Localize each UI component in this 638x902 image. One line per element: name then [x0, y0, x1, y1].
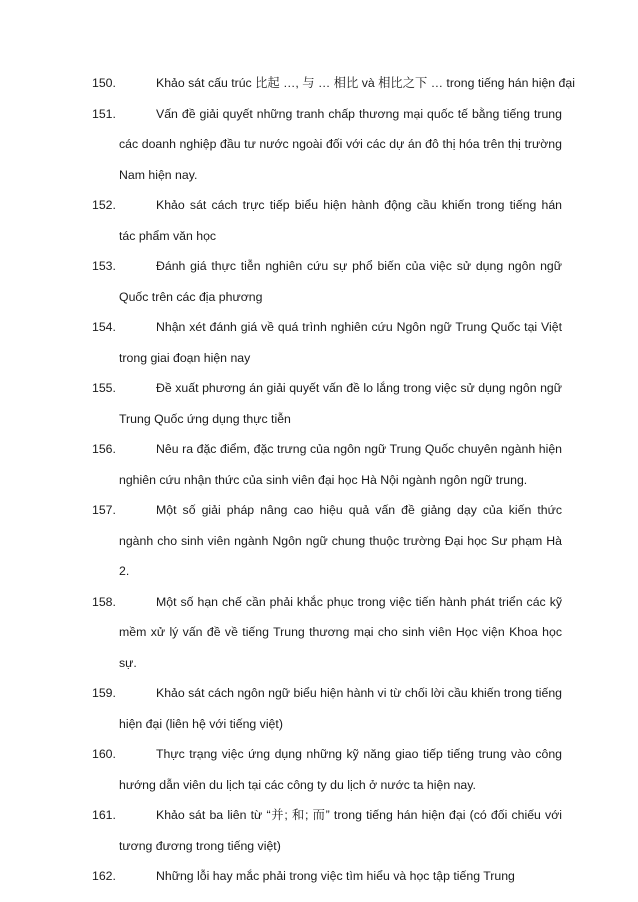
list-item [92, 373, 562, 434]
list-item [92, 434, 562, 495]
item-number: 151. [92, 106, 116, 121]
item-text-line: mềm xử lý vấn đề về tiếng Trung thương mại cho sinh viên Học viện Khoa học [119, 625, 562, 639]
item-text-line: Đề xuất phương án giải quyết vấn đề lo lắng trong việc sử dụng ngôn ngữ [156, 381, 562, 395]
item-number: 160. [92, 747, 116, 761]
item-number: 152. [92, 198, 116, 212]
item-text-line: hiện đại (liên hệ với tiếng việt) [119, 716, 283, 731]
item-text-line: Những lỗi hay mắc phải trong việc tìm hiểu và học tập tiếng Trung [156, 869, 515, 883]
item-text-line: Một số hạn chế cần phải khắc phục trong việc tiến hành phát triển các kỹ [156, 594, 562, 609]
item-text-line: Đánh giá thực tiễn nghiên cứu sự phổ biến của việc sử dụng ngôn ngữ [156, 259, 562, 273]
item-text-line: Khảo sát cấu trúc 比起 …, 与 … 相比 và 相比之下 … trong tiếng hán hiện đại [156, 76, 575, 90]
item-text-line: các doanh nghiệp đầu tư nước ngoài đối với các dự án đô thị hóa trên thị trường [119, 137, 562, 151]
item-number: 154. [92, 320, 116, 334]
item-text-line: Khảo sát cách trực tiếp biểu hiện hành động cầu khiến trong tiếng hán [156, 198, 562, 212]
item-number: 153. [92, 259, 116, 273]
item-text-line: hướng dẫn viên du lịch tại các công ty du lịch ở nước ta hiện nay. [119, 777, 476, 792]
item-number: 159. [92, 686, 116, 700]
list-item [92, 251, 562, 312]
item-text-line: Nhận xét đánh giá về quá trình nghiên cứu Ngôn ngữ Trung Quốc tại Việt [156, 320, 562, 334]
item-text-line: Thực trạng việc ứng dụng những kỹ năng giao tiếp tiếng trung vào công [156, 747, 562, 761]
item-number: 158. [92, 594, 116, 609]
list-item [92, 739, 562, 800]
list-item [92, 99, 562, 191]
item-text-line: ngành cho sinh viên ngành Ngôn ngữ chung thuộc trường Đại học Sư phạm Hà [119, 533, 562, 548]
item-text-line: Quốc trên các địa phương [119, 289, 263, 304]
list-item [92, 495, 562, 587]
item-text-line: Vấn đề giải quyết những tranh chấp thương mại quốc tế bằng tiếng trung [156, 106, 562, 121]
item-text-line: nghiên cứu nhận thức của sinh viên đại học Hà Nội ngành ngôn ngữ trung. [119, 472, 528, 487]
item-text-line: Trung Quốc ứng dụng thực tiễn [119, 411, 291, 426]
item-number: 155. [92, 381, 116, 395]
item-text-line: Nam hiện nay. [119, 167, 198, 182]
item-text-line: sự. [119, 655, 137, 670]
list-item [92, 800, 562, 861]
item-number: 161. [92, 808, 116, 822]
item-number: 162. [92, 869, 116, 883]
list-item [92, 190, 562, 251]
item-text-line: Nêu ra đặc điểm, đặc trưng của ngôn ngữ Trung Quốc chuyên ngành hiện [156, 442, 562, 456]
item-number: 156. [92, 442, 116, 456]
item-text-line: Một số giải pháp nâng cao hiệu quả vấn đề giảng dạy của kiến thức [156, 503, 562, 517]
item-number: 157. [92, 503, 116, 517]
item-text-line: tác phẩm văn học [119, 228, 217, 243]
list-item [92, 861, 562, 892]
list-item [92, 678, 562, 739]
item-number: 150. [92, 76, 116, 90]
item-text-line: 2. [119, 564, 130, 578]
list-item [92, 587, 562, 679]
item-text-line: Khảo sát ba liên từ “并; 和; 而” trong tiếng hán hiện đại (có đối chiếu với [156, 808, 562, 822]
item-text-line: Khảo sát cách ngôn ngữ biểu hiện hành vi từ chối lời cầu khiến trong tiếng [156, 686, 562, 700]
list-item [92, 312, 562, 373]
item-text-line: tương đương trong tiếng việt) [119, 838, 281, 853]
list-item [92, 68, 575, 99]
item-text-line: trong giai đoạn hiện nay [119, 350, 251, 365]
